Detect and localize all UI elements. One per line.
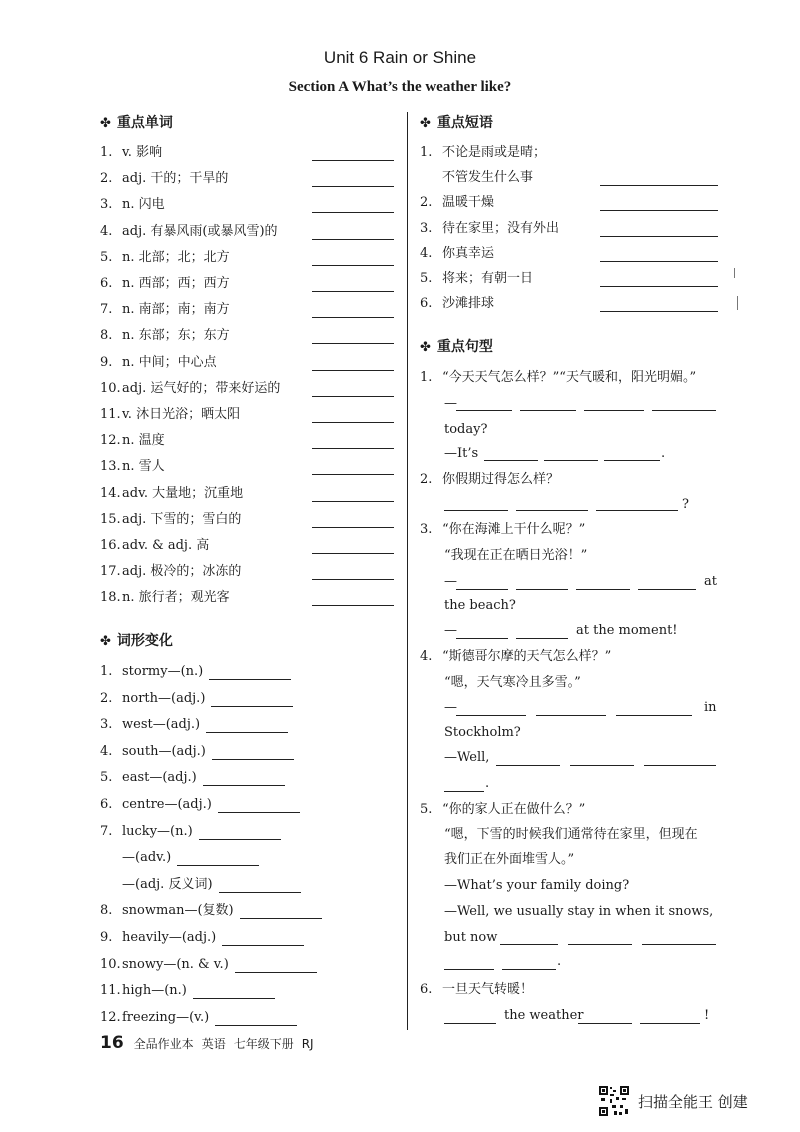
word-form-item [100, 714, 200, 736]
item-number: 2. [420, 195, 433, 211]
answer-blank[interactable] [516, 638, 568, 639]
answer-blank[interactable] [644, 765, 716, 766]
answer-blank[interactable] [199, 839, 281, 840]
sentence-3-dash: — [444, 574, 457, 589]
item-number: 1. [100, 664, 113, 679]
sentence-3-prompt: 3. “你在海滩上干什么呢？” [420, 522, 586, 537]
answer-blank[interactable] [516, 589, 568, 590]
clover-icon: ✤ [100, 634, 111, 649]
scanner-text: 扫描全能王 创建 [638, 1093, 748, 1111]
answer-blank[interactable] [642, 944, 716, 945]
sentence-5-prompt-3: 我们正在外面堆雪人。” [444, 852, 575, 867]
item-number: 12. [100, 1009, 121, 1025]
answer-blank[interactable] [640, 1023, 700, 1024]
item-number: 15. [100, 511, 121, 527]
item-text: adv. 大量地；沉重地 [122, 485, 244, 501]
section-title: Section A What’s the weather like? [288, 79, 512, 95]
item-number: 8. [100, 903, 113, 919]
answer-blank[interactable] [616, 715, 692, 716]
word-form-item [100, 661, 203, 683]
word-form-item [100, 927, 216, 949]
answer-blank[interactable] [600, 210, 718, 211]
vocab-item [100, 168, 228, 190]
item-text: heavily—(adj.) [122, 930, 217, 945]
item-number: 5. [100, 770, 113, 786]
answer-blank[interactable] [604, 460, 660, 461]
answer-blank[interactable] [235, 972, 317, 973]
item-text: west—(adj.) [122, 717, 201, 733]
answer-blank[interactable] [219, 892, 301, 893]
answer-blank[interactable] [209, 679, 291, 680]
sentence-4-prompt: 4. “斯德哥尔摩的天气怎么样？” [420, 649, 612, 664]
answer-blank[interactable] [312, 239, 394, 240]
phrase-item [420, 293, 494, 315]
answer-blank[interactable] [444, 791, 484, 792]
subject: 英语 [201, 1037, 226, 1051]
answer-blank[interactable] [600, 286, 718, 287]
answer-blank[interactable] [312, 396, 394, 397]
sentence-6-weather: the weather [504, 1008, 584, 1023]
item-text: stormy—(n.) [122, 664, 204, 679]
sentence-5-english-1: —What’s your family doing? [444, 878, 630, 893]
item-number: 10. [100, 380, 121, 396]
sentence-1-its: —It’s [444, 446, 479, 461]
sentence-2-question-mark: ? [682, 497, 689, 512]
item-text: v. 影响 [122, 145, 163, 160]
item-text: n. 东部；东；东方 [122, 328, 230, 344]
item-text: n. 西部；西；西方 [122, 276, 230, 291]
item-number: 3. [100, 197, 113, 213]
item-text: adv. & adj. 高 [122, 538, 210, 553]
word-form-item [100, 1007, 209, 1029]
clover-icon: ✤ [100, 116, 111, 131]
answer-blank[interactable] [516, 510, 588, 511]
item-number: 10. [100, 956, 121, 972]
answer-blank[interactable] [177, 865, 259, 866]
sentence-3-dash-2: — [444, 623, 457, 638]
answer-blank[interactable] [312, 317, 394, 318]
item-text: centre—(adj.) [122, 797, 212, 812]
vocab-item [100, 299, 230, 321]
sentence-1-prompt: 1. “今天天气怎么样？”“天气暖和，阳光明媚。” [420, 370, 697, 385]
item-number: 18. [100, 590, 121, 606]
item-number: 6. [100, 797, 113, 812]
item-text: adj. 运气好的；带来好运的 [122, 380, 281, 396]
answer-blank[interactable] [496, 765, 560, 766]
word-form-item [100, 767, 197, 789]
item-number: 9. [100, 354, 113, 370]
answer-blank[interactable] [444, 969, 494, 970]
answer-blank[interactable] [578, 1023, 632, 1024]
word-form-item [100, 900, 234, 922]
item-text: adj. 下雪的；雪白的 [122, 511, 242, 527]
sentences-heading: ✤ 重点句型 [420, 339, 493, 355]
answer-blank[interactable] [600, 185, 718, 186]
answer-blank[interactable] [544, 460, 598, 461]
vocab-item [100, 194, 165, 216]
word-form-item [100, 821, 193, 843]
vocab-item [100, 456, 165, 478]
answer-blank[interactable] [203, 785, 285, 786]
item-text: n. 旅行者；观光客 [122, 590, 230, 606]
item-text: high—(n.) [122, 983, 187, 999]
sentence-3-beach: the beach? [444, 598, 516, 613]
vocab-item [100, 561, 241, 583]
item-number: 6. [100, 276, 113, 291]
vocab-item [100, 509, 241, 531]
item-text: freezing—(v.) [122, 1009, 210, 1025]
sentence-5-english-3: but now [444, 930, 498, 945]
answer-blank[interactable] [222, 945, 304, 946]
answer-blank[interactable] [312, 343, 394, 344]
answer-blank[interactable] [312, 265, 394, 266]
item-number: 6. [420, 296, 433, 312]
item-text: east—(adj.) [122, 770, 197, 786]
sentence-5-english-2: —Well, we usually stay in when it snows, [444, 904, 714, 919]
vocab-item [100, 378, 280, 400]
item-text: 不论是雨或是晴； [442, 145, 547, 160]
item-number: 1. [420, 145, 433, 160]
item-text: south—(adj.) [122, 743, 206, 759]
vocab-item [100, 273, 230, 295]
item-number: 5. [100, 249, 113, 265]
sentence-4-stockholm: Stockholm? [444, 725, 521, 740]
item-text: adj. 干的；干旱的 [122, 171, 229, 187]
vocab-item [100, 430, 165, 452]
answer-blank[interactable] [312, 605, 394, 606]
item-number: 8. [100, 328, 113, 344]
page-title: Unit 6 Rain or Shine [323, 48, 477, 67]
answer-blank[interactable] [444, 510, 508, 511]
word-form-item [122, 874, 213, 896]
item-number: 7. [100, 302, 113, 318]
item-text: 不管发生什么事 [442, 170, 534, 186]
answer-blank[interactable] [456, 589, 508, 590]
answer-blank[interactable] [600, 261, 718, 262]
answer-blank[interactable] [211, 706, 293, 707]
item-number: 3. [100, 717, 113, 733]
word-form-item [122, 847, 171, 869]
vocab-item [100, 404, 240, 426]
sentence-4-period: . [485, 776, 490, 791]
item-text: n. 温度 [122, 433, 165, 449]
answer-blank[interactable] [576, 589, 630, 590]
answer-blank[interactable] [536, 715, 606, 716]
item-number: 2. [100, 690, 113, 706]
answer-blank[interactable] [584, 410, 644, 411]
column-divider [407, 112, 408, 1030]
answer-blank[interactable] [212, 759, 294, 760]
word-form-item [100, 688, 205, 710]
item-text: 温暖干燥 [442, 195, 495, 211]
item-text: n. 南部；南；南方 [122, 302, 230, 318]
answer-blank[interactable] [484, 460, 538, 461]
sentence-5-period: . [557, 954, 562, 969]
answer-blank[interactable] [600, 311, 718, 312]
sentence-1-dash: — [444, 396, 457, 411]
page-number: 16 [100, 1033, 124, 1053]
sentence-3-prompt-2: “我现在正在晒日光浴！” [444, 548, 588, 563]
sentence-3-moment: at the moment! [576, 623, 678, 638]
answer-blank[interactable] [312, 422, 394, 423]
word-form-item [100, 741, 206, 763]
word-form-item [100, 980, 187, 1002]
item-text: n. 中间；中心点 [122, 354, 217, 370]
item-number: 4. [100, 223, 113, 239]
answer-blank[interactable] [312, 501, 394, 502]
answer-blank[interactable] [312, 553, 394, 554]
answer-blank[interactable] [312, 579, 394, 580]
answer-blank[interactable] [570, 765, 634, 766]
sentence-4-prompt-2: “嗯，天气寒冷且多雪。” [444, 675, 581, 690]
sentence-5-prompt-2: “嗯，下雪的时候我们通常待在家里，但现在 [444, 827, 698, 842]
vocab-item [100, 142, 162, 164]
book-name: 全品作业本 [133, 1037, 194, 1051]
item-number: 5. [420, 271, 433, 286]
item-text: —(adv.) [122, 850, 172, 866]
sentence-2-prompt: 2. 你假期过得怎么样？ [420, 472, 560, 487]
answer-blank[interactable] [500, 944, 558, 945]
phrase-item [420, 268, 533, 290]
item-text: 你真幸运 [442, 245, 495, 261]
item-number: 11. [100, 407, 121, 422]
answer-blank[interactable] [193, 998, 275, 999]
vocab-item [100, 221, 278, 243]
phrase-item [420, 142, 546, 164]
item-text: north—(adj.) [122, 690, 206, 706]
item-number: 13. [100, 459, 121, 475]
sentence-4-well: —Well, [444, 750, 490, 765]
answer-blank[interactable] [312, 160, 394, 161]
item-number: 3. [420, 220, 433, 236]
item-text: 将来；有朝一日 [442, 271, 534, 286]
item-number: 2. [100, 171, 113, 187]
item-number: 12. [100, 433, 121, 449]
item-number: 9. [100, 930, 113, 945]
page-footer [100, 1033, 322, 1053]
vocab-item [100, 483, 243, 505]
vocab-item [100, 587, 230, 609]
answer-blank[interactable] [638, 589, 696, 590]
answer-blank[interactable] [444, 1023, 496, 1024]
forms-heading: ✤ 词形变化 [100, 633, 173, 649]
sentence-3-at: at [704, 574, 717, 589]
sentence-4-in: in [704, 700, 717, 715]
item-number: 7. [100, 823, 113, 839]
item-text: lucky—(n.) [122, 823, 193, 839]
sentence-5-prompt: 5. “你的家人正在做什么？” [420, 802, 586, 817]
item-text: n. 闪电 [122, 197, 165, 213]
item-text: 沙滩排球 [442, 296, 495, 312]
item-number: 17. [100, 564, 121, 580]
edition: RJ [301, 1037, 314, 1051]
grade: 七年级下册 [233, 1037, 294, 1051]
phrases-heading: ✤ 重点短语 [420, 115, 493, 131]
item-text: adj. 极冷的；冰冻的 [122, 564, 242, 580]
sentence-1-period: . [661, 446, 666, 461]
item-number: 4. [420, 245, 433, 261]
sentence-6-prompt: 6. 一旦天气转暖！ [420, 982, 534, 997]
clover-icon: ✤ [420, 340, 431, 355]
sentence-6-exclamation: ! [704, 1008, 710, 1023]
answer-blank[interactable] [312, 527, 394, 528]
clover-icon: ✤ [420, 116, 431, 131]
item-number: 16. [100, 538, 121, 553]
phrase-item [420, 243, 494, 265]
phrase-item [442, 167, 533, 189]
vocab-item [100, 325, 230, 347]
answer-blank[interactable] [312, 474, 394, 475]
scan-mark [734, 268, 735, 278]
answer-blank[interactable] [600, 236, 718, 237]
answer-blank[interactable] [312, 186, 394, 187]
answer-blank[interactable] [568, 944, 632, 945]
item-text: adj. 有暴风雨(或暴风雪)的 [122, 223, 278, 239]
answer-blank[interactable] [312, 370, 394, 371]
qr-code-icon [598, 1085, 630, 1117]
vocab-heading: ✤ 重点单词 [100, 115, 173, 131]
item-text: —(adj. 反义词) [122, 876, 213, 892]
item-text: n. 北部；北；北方 [122, 249, 230, 265]
answer-blank[interactable] [312, 291, 394, 292]
item-text: 待在家里；没有外出 [442, 220, 560, 236]
answer-blank[interactable] [215, 1025, 297, 1026]
vocab-item [100, 352, 217, 374]
vocab-item [100, 535, 209, 557]
answer-blank[interactable] [240, 918, 322, 919]
answer-blank[interactable] [520, 410, 576, 411]
item-number: 4. [100, 743, 113, 759]
answer-blank[interactable] [312, 212, 394, 213]
sentence-1-today: today? [444, 422, 488, 437]
item-number: 14. [100, 485, 121, 501]
item-text: snowy—(n. & v.) [122, 956, 229, 972]
sentence-4-dash: — [444, 700, 457, 715]
answer-blank[interactable] [652, 410, 716, 411]
scan-mark [737, 296, 738, 310]
answer-blank[interactable] [312, 448, 394, 449]
answer-blank[interactable] [456, 638, 508, 639]
phrase-item [420, 192, 494, 214]
answer-blank[interactable] [218, 812, 300, 813]
word-form-item [100, 794, 212, 816]
item-number: 11. [100, 983, 121, 999]
answer-blank[interactable] [596, 510, 678, 511]
item-text: v. 沐日光浴；晒太阳 [122, 407, 241, 422]
answer-blank[interactable] [502, 969, 556, 970]
word-form-item [100, 954, 229, 976]
phrase-item [420, 218, 559, 240]
item-number: 1. [100, 145, 113, 160]
answer-blank[interactable] [456, 715, 526, 716]
answer-blank[interactable] [206, 732, 288, 733]
answer-blank[interactable] [456, 410, 512, 411]
vocab-item [100, 247, 230, 269]
item-text: snowman—(复数) [122, 903, 234, 919]
item-text: n. 雪人 [122, 459, 165, 475]
